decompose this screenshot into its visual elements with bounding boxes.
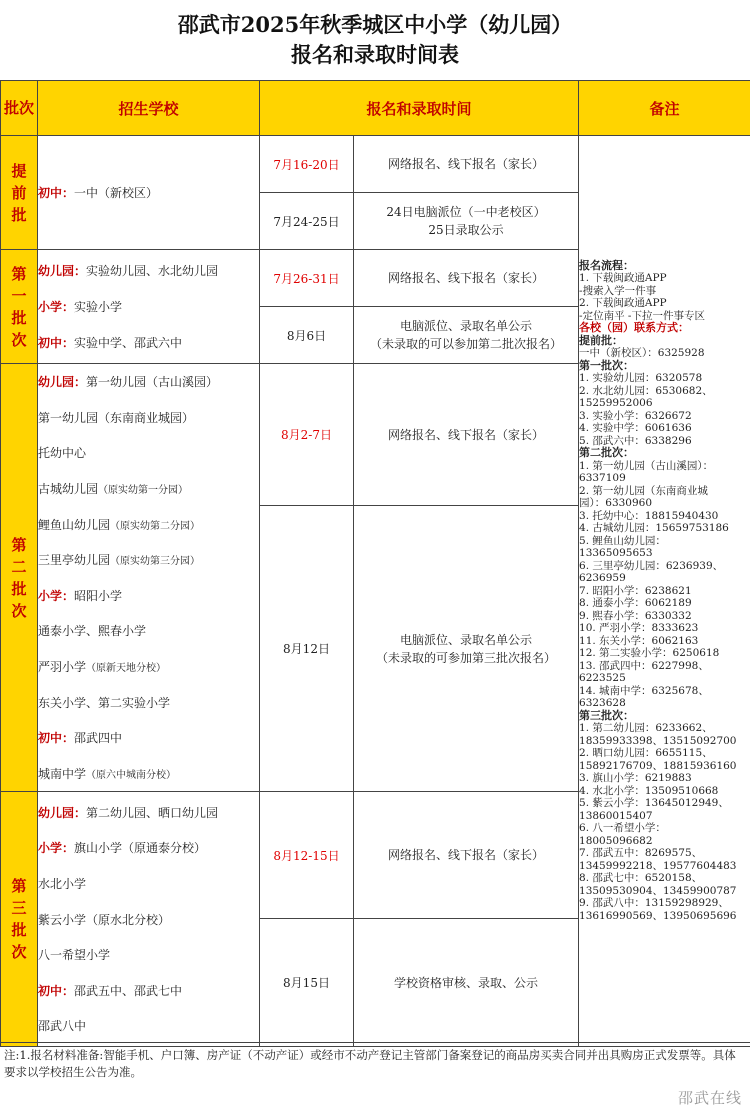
remark-line: 13616990569、13950695696	[579, 909, 737, 922]
title-line-1: 邵武市2025年秋季城区中小学（幼儿园）	[177, 12, 573, 37]
table-header-row	[1, 81, 750, 136]
school-list	[38, 250, 260, 364]
remark-line: 5. 鲤鱼山幼儿园：	[579, 534, 666, 547]
action-line: 24日电脑派位（一中老校区）	[386, 205, 546, 219]
school-category: 初中：	[38, 335, 75, 350]
school-note: （原实幼第一分园）	[98, 485, 189, 497]
batch-char: 第	[11, 877, 27, 896]
remark-line: 5. 邵武六中：6338296	[579, 434, 692, 447]
school-item	[38, 613, 259, 649]
schedule-date: 8月15日	[260, 919, 354, 1047]
school-name: 古城幼儿园	[38, 482, 99, 497]
remark-line: 6236959	[579, 572, 626, 585]
action-line: 电脑派位、录取名单公示	[400, 632, 533, 647]
remark-line: 13365095653	[579, 547, 653, 560]
school-name: 邵武四中	[74, 731, 123, 746]
batch-char: 二	[11, 557, 27, 576]
school-list	[38, 364, 260, 792]
remark-line: 6. 八一希望小学：	[579, 822, 666, 835]
school-category: 小学：	[38, 588, 75, 603]
school-name: 邵武五中、邵武七中	[74, 983, 183, 998]
remark-line: 6223525	[579, 672, 626, 685]
remark-line: 1. 第二幼儿园：6233662、	[579, 722, 713, 735]
remark-line: 9. 熙春小学：6330332	[579, 609, 692, 622]
remark-line: 1. 实验幼儿园：6320578	[579, 372, 703, 385]
school-name: 第一幼儿园（东南商业城园）	[38, 410, 195, 425]
remark-line: 3. 托幼中心：18815940430	[579, 509, 719, 522]
remark-line: 18005096682	[579, 834, 653, 847]
action-line: 网络报名、线下报名（家长）	[388, 427, 545, 442]
school-item	[38, 253, 259, 289]
school-item	[38, 684, 259, 720]
school-item	[38, 471, 259, 507]
school-category: 幼儿园：	[38, 375, 87, 390]
remark-line: 6323628	[579, 697, 626, 710]
school-name: 第一幼儿园（古山溪园）	[86, 375, 219, 390]
batch-name	[1, 250, 38, 364]
school-category: 初中：	[38, 731, 75, 746]
remark-line: 18359933398、13515092700	[579, 734, 737, 747]
header-batch: 批次	[1, 81, 38, 136]
batch-char: 第	[11, 264, 27, 283]
school-name: 实验中学、邵武六中	[74, 335, 183, 350]
remark-line: 7. 邵武五中：8269575、	[579, 847, 703, 860]
schedule-date: 8月12日	[260, 506, 354, 792]
remark-line: 15259952006	[579, 397, 653, 410]
action-line: （未录取的可参加第三批次报名）	[376, 650, 557, 665]
school-item	[38, 578, 259, 614]
schedule-date: 8月2-7日	[260, 364, 354, 506]
remark-line: 6337109	[579, 472, 626, 485]
batch-name	[1, 136, 38, 250]
remark-line: 1. 第一幼儿园（古山溪园）：	[579, 459, 714, 472]
school-name: 严羽小学	[38, 660, 87, 675]
batch-char: 三	[11, 899, 27, 918]
remark-line: 5. 紫云小学：13645012949、	[579, 797, 729, 810]
schedule-date: 8月6日	[260, 307, 354, 364]
school-name: 通泰小学、熙春小学	[38, 624, 147, 639]
school-name: 鲤鱼山幼儿园	[38, 517, 111, 532]
school-item	[38, 756, 259, 792]
school-list	[38, 136, 260, 250]
remark-line: 12. 第二实验小学：6250618	[579, 647, 720, 660]
school-item	[38, 400, 259, 436]
remark-line: 3. 实验小学：6326672	[579, 409, 692, 422]
title-line-2: 报名和录取时间表	[291, 42, 459, 67]
school-name: 城南中学	[38, 766, 87, 781]
school-category: 初中：	[38, 983, 75, 998]
school-note: （原实幼第三分园）	[110, 556, 201, 568]
school-list	[38, 792, 260, 1047]
school-note: （原实幼第二分园）	[110, 520, 201, 532]
remark-line: 4. 古城幼儿园：15659753186	[579, 522, 729, 535]
school-item	[38, 720, 259, 756]
batch-char: 批	[11, 205, 27, 224]
school-item	[38, 866, 259, 902]
remark-line: 第一批次：	[579, 358, 635, 372]
action-line: 网络报名、线下报名（家长）	[388, 157, 545, 171]
remark-line: 7. 昭阳小学：6238621	[579, 584, 692, 597]
batch-char: 前	[11, 183, 27, 202]
schedule-action	[354, 792, 579, 919]
school-item	[38, 175, 259, 211]
school-name: 实验幼儿园、水北幼儿园	[86, 264, 219, 279]
header-time: 报名和录取时间	[260, 81, 579, 136]
batch-name	[1, 792, 38, 1047]
remark-line: 9. 邵武八中：13159298929、	[579, 897, 729, 910]
school-name: 旗山小学（原通泰分校）	[74, 841, 207, 856]
schedule-action	[354, 193, 579, 250]
remark-line: 8. 邵武七中：6520158、	[579, 872, 703, 885]
school-name: 紫云小学（原水北分校）	[38, 912, 171, 927]
header-school: 招生学校	[38, 81, 260, 136]
school-item	[38, 937, 259, 973]
schedule-action	[354, 364, 579, 506]
remark-line: 2. 第一幼儿园（东南商业城	[579, 484, 708, 497]
batch-char: 提	[11, 161, 27, 180]
remark-line: 各校（园）联系方式：	[579, 321, 690, 335]
batch-char: 批	[11, 921, 27, 940]
action-line: 25日录取公示	[428, 223, 504, 237]
school-item	[38, 1008, 259, 1044]
school-name: 第二幼儿园、晒口幼儿园	[86, 805, 219, 820]
school-name: 托幼中心	[38, 446, 87, 461]
action-line: 网络报名、线下报名（家长）	[388, 848, 545, 863]
schedule-date: 7月24-25日	[260, 193, 354, 250]
school-name: 水北小学	[38, 877, 87, 892]
action-line: 网络报名、线下报名（家长）	[388, 271, 545, 285]
action-line: 电脑派位、录取名单公示	[400, 319, 533, 333]
remark-line: 6. 三里亭幼儿园：6236939、	[579, 559, 724, 572]
schedule-date: 7月16-20日	[260, 136, 354, 193]
schedule-date: 8月12-15日	[260, 792, 354, 919]
action-line: （未录取的可以参加第二批次报名）	[370, 337, 563, 351]
remark-line: 第二批次：	[579, 446, 635, 460]
footer-note	[0, 1042, 750, 1112]
school-name: 实验小学	[74, 300, 123, 314]
batch-char: 次	[11, 943, 27, 962]
remark-line: 13860015407	[579, 809, 653, 822]
remark-line: 一中（新校区）：6325928	[579, 347, 705, 360]
remark-line: 13509530904、13459900787	[579, 884, 737, 897]
remark-line: -定位南平 -下拉一件事专区	[579, 309, 705, 322]
remark-line: 园）：6330960	[579, 497, 653, 510]
batch-char: 第	[11, 535, 27, 554]
page-title	[0, 0, 750, 80]
schedule-action	[354, 136, 579, 193]
remark-line: 4. 实验中学：6061636	[579, 422, 692, 435]
schedule-action	[354, 919, 579, 1047]
school-name: 三里亭幼儿园	[38, 553, 111, 568]
remark-line: 2. 下载闽政通APP	[579, 297, 667, 310]
schedule-action	[354, 250, 579, 307]
remark-line: 15892176709、18815936160	[579, 759, 737, 772]
school-category: 初中：	[38, 186, 75, 200]
school-category: 幼儿园：	[38, 264, 87, 279]
school-item	[38, 289, 259, 325]
remark-line: 11. 东关小学：6062163	[579, 634, 699, 647]
school-name: 昭阳小学	[74, 588, 123, 603]
batch-char: 一	[11, 286, 27, 305]
batch-char: 批	[11, 308, 27, 327]
school-item	[38, 649, 259, 685]
remark-line: 第三批次：	[579, 708, 635, 722]
school-name: 东关小学、第二实验小学	[38, 695, 171, 710]
footer-text: 注:1.报名材料准备:智能手机、户口簿、房产证（不动产证）或经市不动产登记主管部门备案登记的商品房买卖合同并出具购房正式发票等。具体要求以学校招生公告为准。	[4, 1048, 736, 1079]
schedule-date: 7月26-31日	[260, 250, 354, 307]
school-item	[38, 364, 259, 400]
school-name: 一中（新校区）	[74, 186, 159, 200]
school-item	[38, 435, 259, 471]
schedule-table	[0, 80, 750, 1047]
school-item	[38, 795, 259, 831]
school-name: 八一希望小学	[38, 948, 111, 963]
remark-line: 提前批：	[579, 333, 624, 347]
remark-line: 10. 严羽小学：8333623	[579, 622, 699, 635]
school-item	[38, 324, 259, 360]
schedule-action	[354, 307, 579, 364]
remark-line: 4. 水北小学：13509510668	[579, 784, 719, 797]
remark-line: 13. 邵武四中：6227998、	[579, 659, 709, 672]
watermark: 邵武在线	[677, 1089, 742, 1107]
remark-line: 1. 下载闽政通APP	[579, 272, 667, 285]
remarks-column	[579, 136, 750, 1047]
batch-name	[1, 364, 38, 792]
remark-line: 报名流程：	[579, 258, 635, 272]
school-category: 小学：	[38, 841, 75, 856]
schedule-action	[354, 506, 579, 792]
school-category: 幼儿园：	[38, 805, 87, 820]
remark-line: 8. 通泰小学：6062189	[579, 597, 692, 610]
remark-line: 14. 城南中学：6325678、	[579, 684, 709, 697]
school-item	[38, 542, 259, 578]
remark-line: 3. 旗山小学：6219883	[579, 772, 692, 785]
table-row	[1, 136, 750, 193]
school-note: （原六中城南分校）	[86, 769, 177, 781]
school-item	[38, 973, 259, 1009]
batch-char: 次	[11, 330, 27, 349]
school-name: 邵武八中	[38, 1019, 87, 1034]
school-item	[38, 901, 259, 937]
remark-line: -搜索入学一件事	[579, 284, 657, 297]
school-note: （原新天地分校）	[86, 663, 167, 675]
table-body	[1, 136, 750, 1047]
batch-char: 批	[11, 579, 27, 598]
remark-line: 2. 水北幼儿园：6530682、	[579, 384, 713, 397]
school-category: 小学：	[38, 300, 75, 314]
remark-line: 2. 晒口幼儿园：6655115、	[579, 747, 713, 760]
school-item	[38, 830, 259, 866]
header-remark: 备注	[579, 81, 750, 136]
remark-line: 13459992218、19577604483	[579, 859, 737, 872]
school-item	[38, 506, 259, 542]
batch-char: 次	[11, 601, 27, 620]
action-line: 学校资格审核、录取、公示	[394, 975, 539, 990]
